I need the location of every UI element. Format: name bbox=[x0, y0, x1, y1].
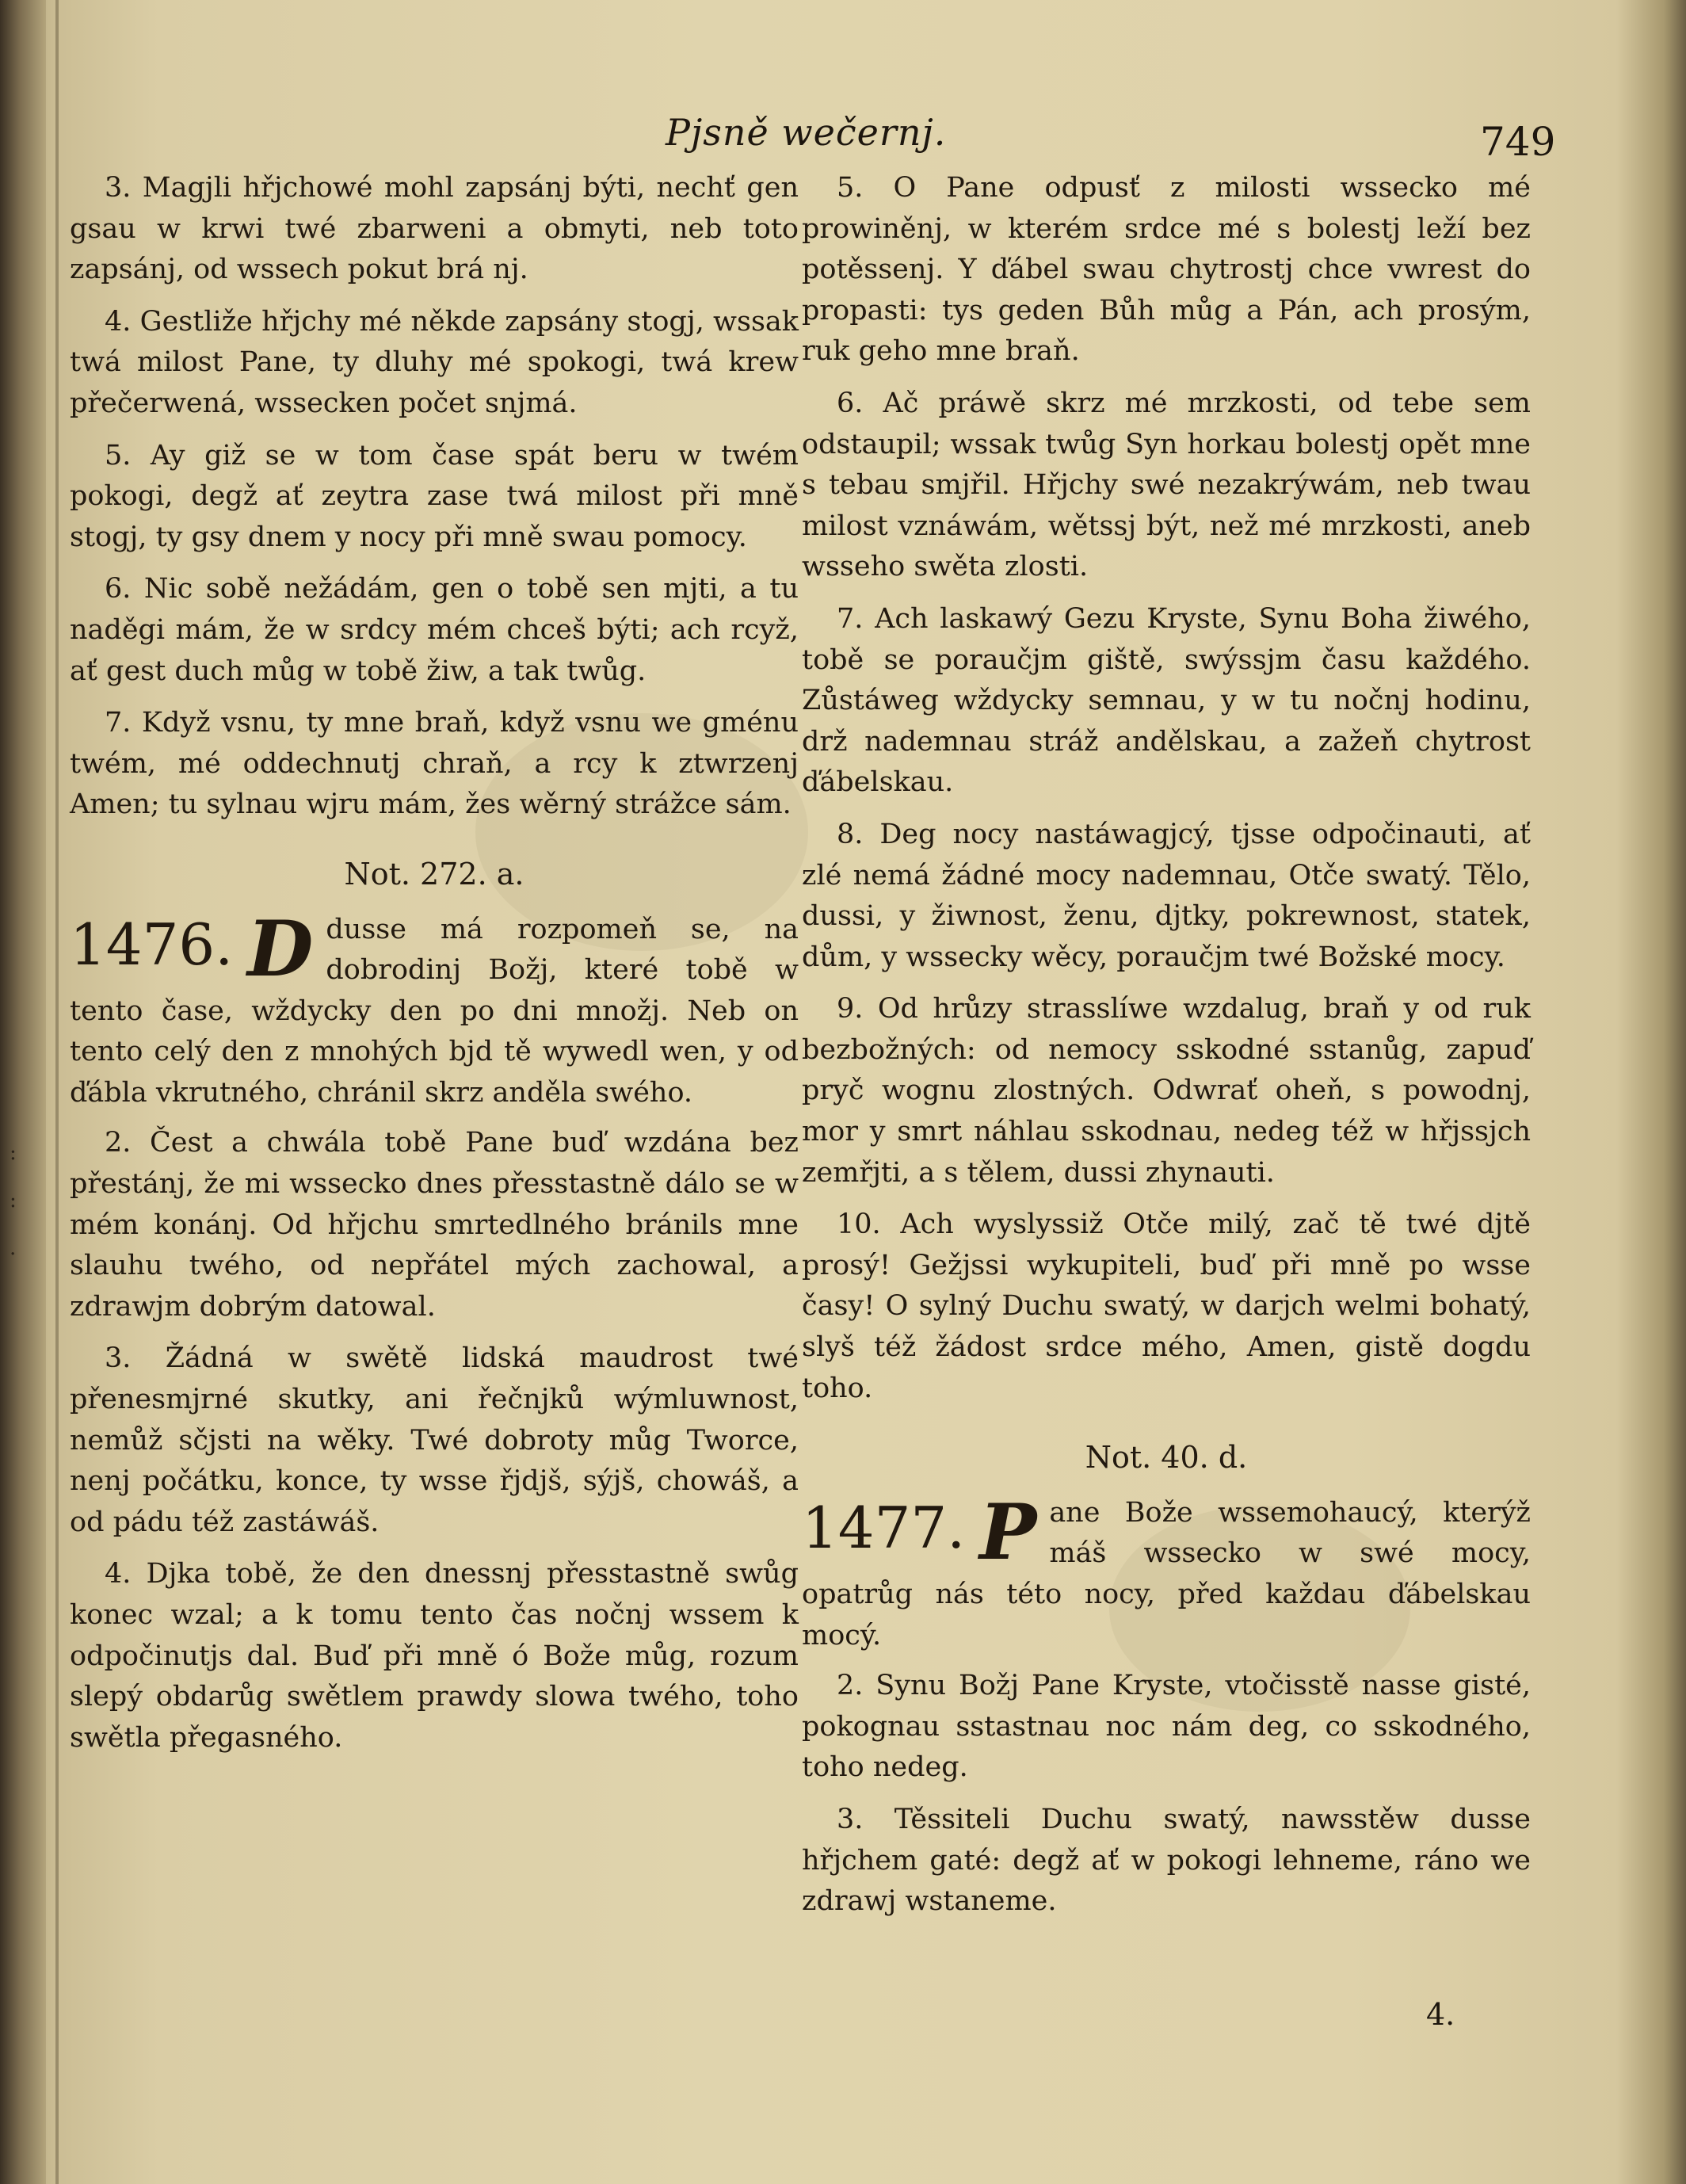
margin-mark: : bbox=[10, 1141, 17, 1165]
gutter-shadow bbox=[55, 0, 59, 2184]
melody-reference: Not. 40. d. bbox=[1085, 1440, 1248, 1476]
catchword: 4. bbox=[1426, 1997, 1455, 2032]
verse-paragraph: 7. Ach laskawý Gezu Kryste, Synu Boha žiwého, tobě se poraučjm giště, swýssjm času každého. Zůstáweg wždycky semnau, y w tu nočnj hodinu, drž nademnau stráž andělskau, a zažeň chytrost ďábelskau. bbox=[802, 602, 1531, 799]
verse-paragraph: 4. Djka tobě, že den dnessnj přesstastně swůg konec wzal; a k tomu tento čas nočnj wssem k odpočinutjs dal. Buď při mně ó Bože můg, rozum slepý obdarůg swětlem prawdy slowa twého, toho swětla přegasného. bbox=[70, 1558, 799, 1754]
drop-cap-initial: P bbox=[979, 1487, 1037, 1577]
verse-paragraph: 5. Ay giž se w tom čase spát beru w twém pokogi, degž ať zeytra zase twá milost při mně stogj, ty gsy dnem y nocy při mně swau pomocy. bbox=[70, 439, 799, 553]
verse-paragraph: 7. Když vsnu, ty mne braň, když vsnu we gménu twém, mé oddechnutj chraň, a rcy k ztwrzenj Amen; tu sylnau wjru mám, žes wěrný strážce sám. bbox=[70, 707, 799, 821]
verse-paragraph: 10. Ach wyslyssiž Otče milý, zač tě twé djtě prosý! Gežjssi wykupiteli, buď při mně po wsse časy! O sylný Duchu swatý, w darjch welmi bohatý, slyš též žádost srdce mého, Amen, gistě dogdu toho. bbox=[802, 1208, 1531, 1404]
left-column bbox=[70, 168, 799, 1770]
verse-paragraph: 4. Gestliže hřjchy mé někde zapsány stogj, wssak twá milost Pane, ty dluhy mé spokogi, twá krew přečerwená, wssecken počet snjmá. bbox=[70, 305, 799, 419]
page-number: 749 bbox=[1480, 119, 1556, 165]
verse-paragraph: 2. Synu Božj Pane Kryste, vtočisstě nasse gisté, pokognau sstastnau noc nám deg, co sskodného, toho nedeg. bbox=[802, 1670, 1531, 1784]
running-header: Pjsně wečernj. bbox=[666, 111, 947, 154]
hymn-first-verse bbox=[802, 1487, 1531, 1656]
verse-paragraph: 6. Nic sobě nežádám, gen o tobě sen mjti, a tu naděgi mám, že w srdcy mém chceš býti; ach rcyž, ať gest duch můg w tobě žiw, a tak twůg. bbox=[70, 573, 799, 687]
verse-paragraph: 2. Čest a chwála tobě Pane buď wzdána bez přestánj, že mi wssecko dnes přesstastně dálo se w mém konánj. Od hřjchu smrtedlného bránils mne slauhu twého, od nepřátel mých zachowal, a zdrawjm dobrým datowal. bbox=[70, 1127, 799, 1323]
hymn-number: 1477. bbox=[802, 1494, 966, 1561]
book-gutter bbox=[0, 0, 46, 2184]
verse-paragraph: 8. Deg nocy nastáwagjcý, tjsse odpočinauti, ať zlé nemá žádné mocy nademnau, Otče swatý. Tělo, dussi, y žiwnost, ženu, djtky, pokrewnost, statek, dům, y wssecky wěcy, poraučjm twé Božské mocy. bbox=[802, 818, 1531, 973]
verse-paragraph: 5. O Pane odpusť z milosti wssecko mé prowiněnj, w kterém srdce mé s bolestj leží bez potěssenj. Y ďábel swau chytrostj chce vwrest do propasti: tys geden Bůh můg a Pán, ach prosým, ruk geho mne braň. bbox=[802, 172, 1531, 368]
margin-mark: . bbox=[10, 1236, 17, 1260]
hymn-first-verse-text: dusse má rozpomeň se, na dobrodinj Božj, které tobě w tento čase, wždycky den po dni množj. Neb on tento celý den z mnohých bjd tě wywedl wen, y od ďábla vkrutného, chránil skrz anděla swého. bbox=[70, 913, 799, 1109]
verse-paragraph: 3. Žádná w swětě lidská maudrost twé přenesmjrné skutky, ani řečnjků wýmluwnost, nemůž sčjsti na wěky. Twé dobroty můg Tworce, nenj počátku, konce, ty wsse řjdjš, sýjš, chowáš, a od pádu též zastáwáš. bbox=[70, 1342, 799, 1538]
hymn-start bbox=[802, 1487, 1531, 1656]
verse-paragraph: 6. Ač práwě skrz mé mrzkosti, od tebe sem odstaupil; wssak twůg Syn horkau bolestj opět mne s tebau smjřil. Hřjchy swé nezakrýwám, neb twau milost vznáwám, wětssj být, než mé mrzkosti, aneb wsseho swěta zlosti. bbox=[802, 387, 1531, 583]
verse-paragraph: 3. Magjli hřjchowé mohl zapsánj býti, nechť gen gsau w krwi twé zbarweni a obmyti, neb toto zapsánj, od wssech pokut brá nj. bbox=[70, 172, 799, 286]
verse-paragraph: 9. Od hrůzy strasslíwe wzdalug, braň y od ruk bezbožných: od nemocy sskodné sstanůg, zapuď pryč wognu zlostných. Odwrať oheň, s powodnj, mor y smrt náhlau sskodnau, nedeg též w hřjssjch zemřjti, a s tělem, dussi zhynauti. bbox=[802, 993, 1531, 1189]
margin-mark: : bbox=[10, 1189, 17, 1212]
melody-reference: Not. 272. a. bbox=[344, 856, 524, 892]
hymn-start bbox=[70, 903, 799, 1114]
right-column bbox=[802, 168, 1531, 1934]
drop-cap-initial: D bbox=[247, 903, 314, 994]
hymn-number: 1476. bbox=[70, 911, 234, 978]
hymn-first-verse bbox=[70, 903, 799, 1114]
hymn-first-verse-text: ane Bože wssemohaucý, kterýž máš wssecko w swé mocy, opatrůg nás této nocy, před každau ďábelskau mocý. bbox=[802, 1496, 1531, 1651]
verse-paragraph: 3. Těssiteli Duchu swatý, nawsstěw dusse hřjchem gaté: degž ať w pokogi lehneme, ráno we zdrawj wstaneme. bbox=[802, 1803, 1531, 1918]
